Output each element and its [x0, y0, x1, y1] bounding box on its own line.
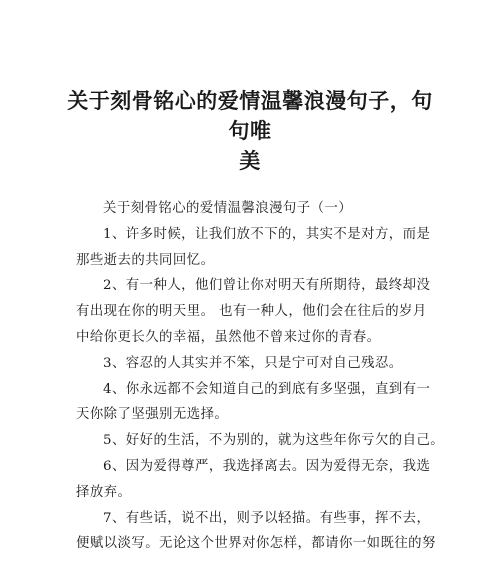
text-line: 7、有些话，说不出，则予以轻描。有些事，挥不去， [103, 510, 431, 526]
text-line: 那些逝去的共同回忆。 [76, 252, 215, 268]
document-title [60, 86, 440, 176]
text-line: 天你除了坚强别无选择。 [76, 407, 229, 423]
text-line: 1、许多时候，让我们放不下的，其实不是对方，而是 [103, 226, 431, 242]
text-line: 中给你更长久的幸福，虽然他不曾来过你的青春。 [76, 329, 381, 345]
text-line: 5、好好的生活，不为别的，就为这些年你亏欠的自己。 [103, 433, 445, 449]
text-line: 有出现在你的明天里。 也有一种人，他们会在往后的岁月 [76, 304, 427, 320]
document-body [76, 196, 445, 557]
text-line: 择放弃。 [76, 484, 132, 500]
text-line: 6、因为爱得尊严，我选择离去。因为爱得无奈，我选 [103, 458, 431, 474]
text-line: 2、有一种人，他们曾让你对明天有所期待，最终却没 [103, 278, 431, 294]
text-line: 便赋以淡写。无论这个世界对你怎样，都请你一如既往的努 [76, 536, 436, 552]
text-line: 3、容忍的人其实并不笨，只是宁可对自己残忍。 [103, 355, 403, 371]
title-line-1: 关于刻骨铭心的爱情温馨浪漫句子，句句唯 [67, 88, 433, 143]
text-line: 4、你永远都不会知道自己的到底有多坚强，直到有一 [103, 381, 431, 397]
section-heading: 关于刻骨铭心的爱情温馨浪漫句子（一） [103, 201, 353, 216]
title-line-2: 美 [239, 148, 261, 173]
